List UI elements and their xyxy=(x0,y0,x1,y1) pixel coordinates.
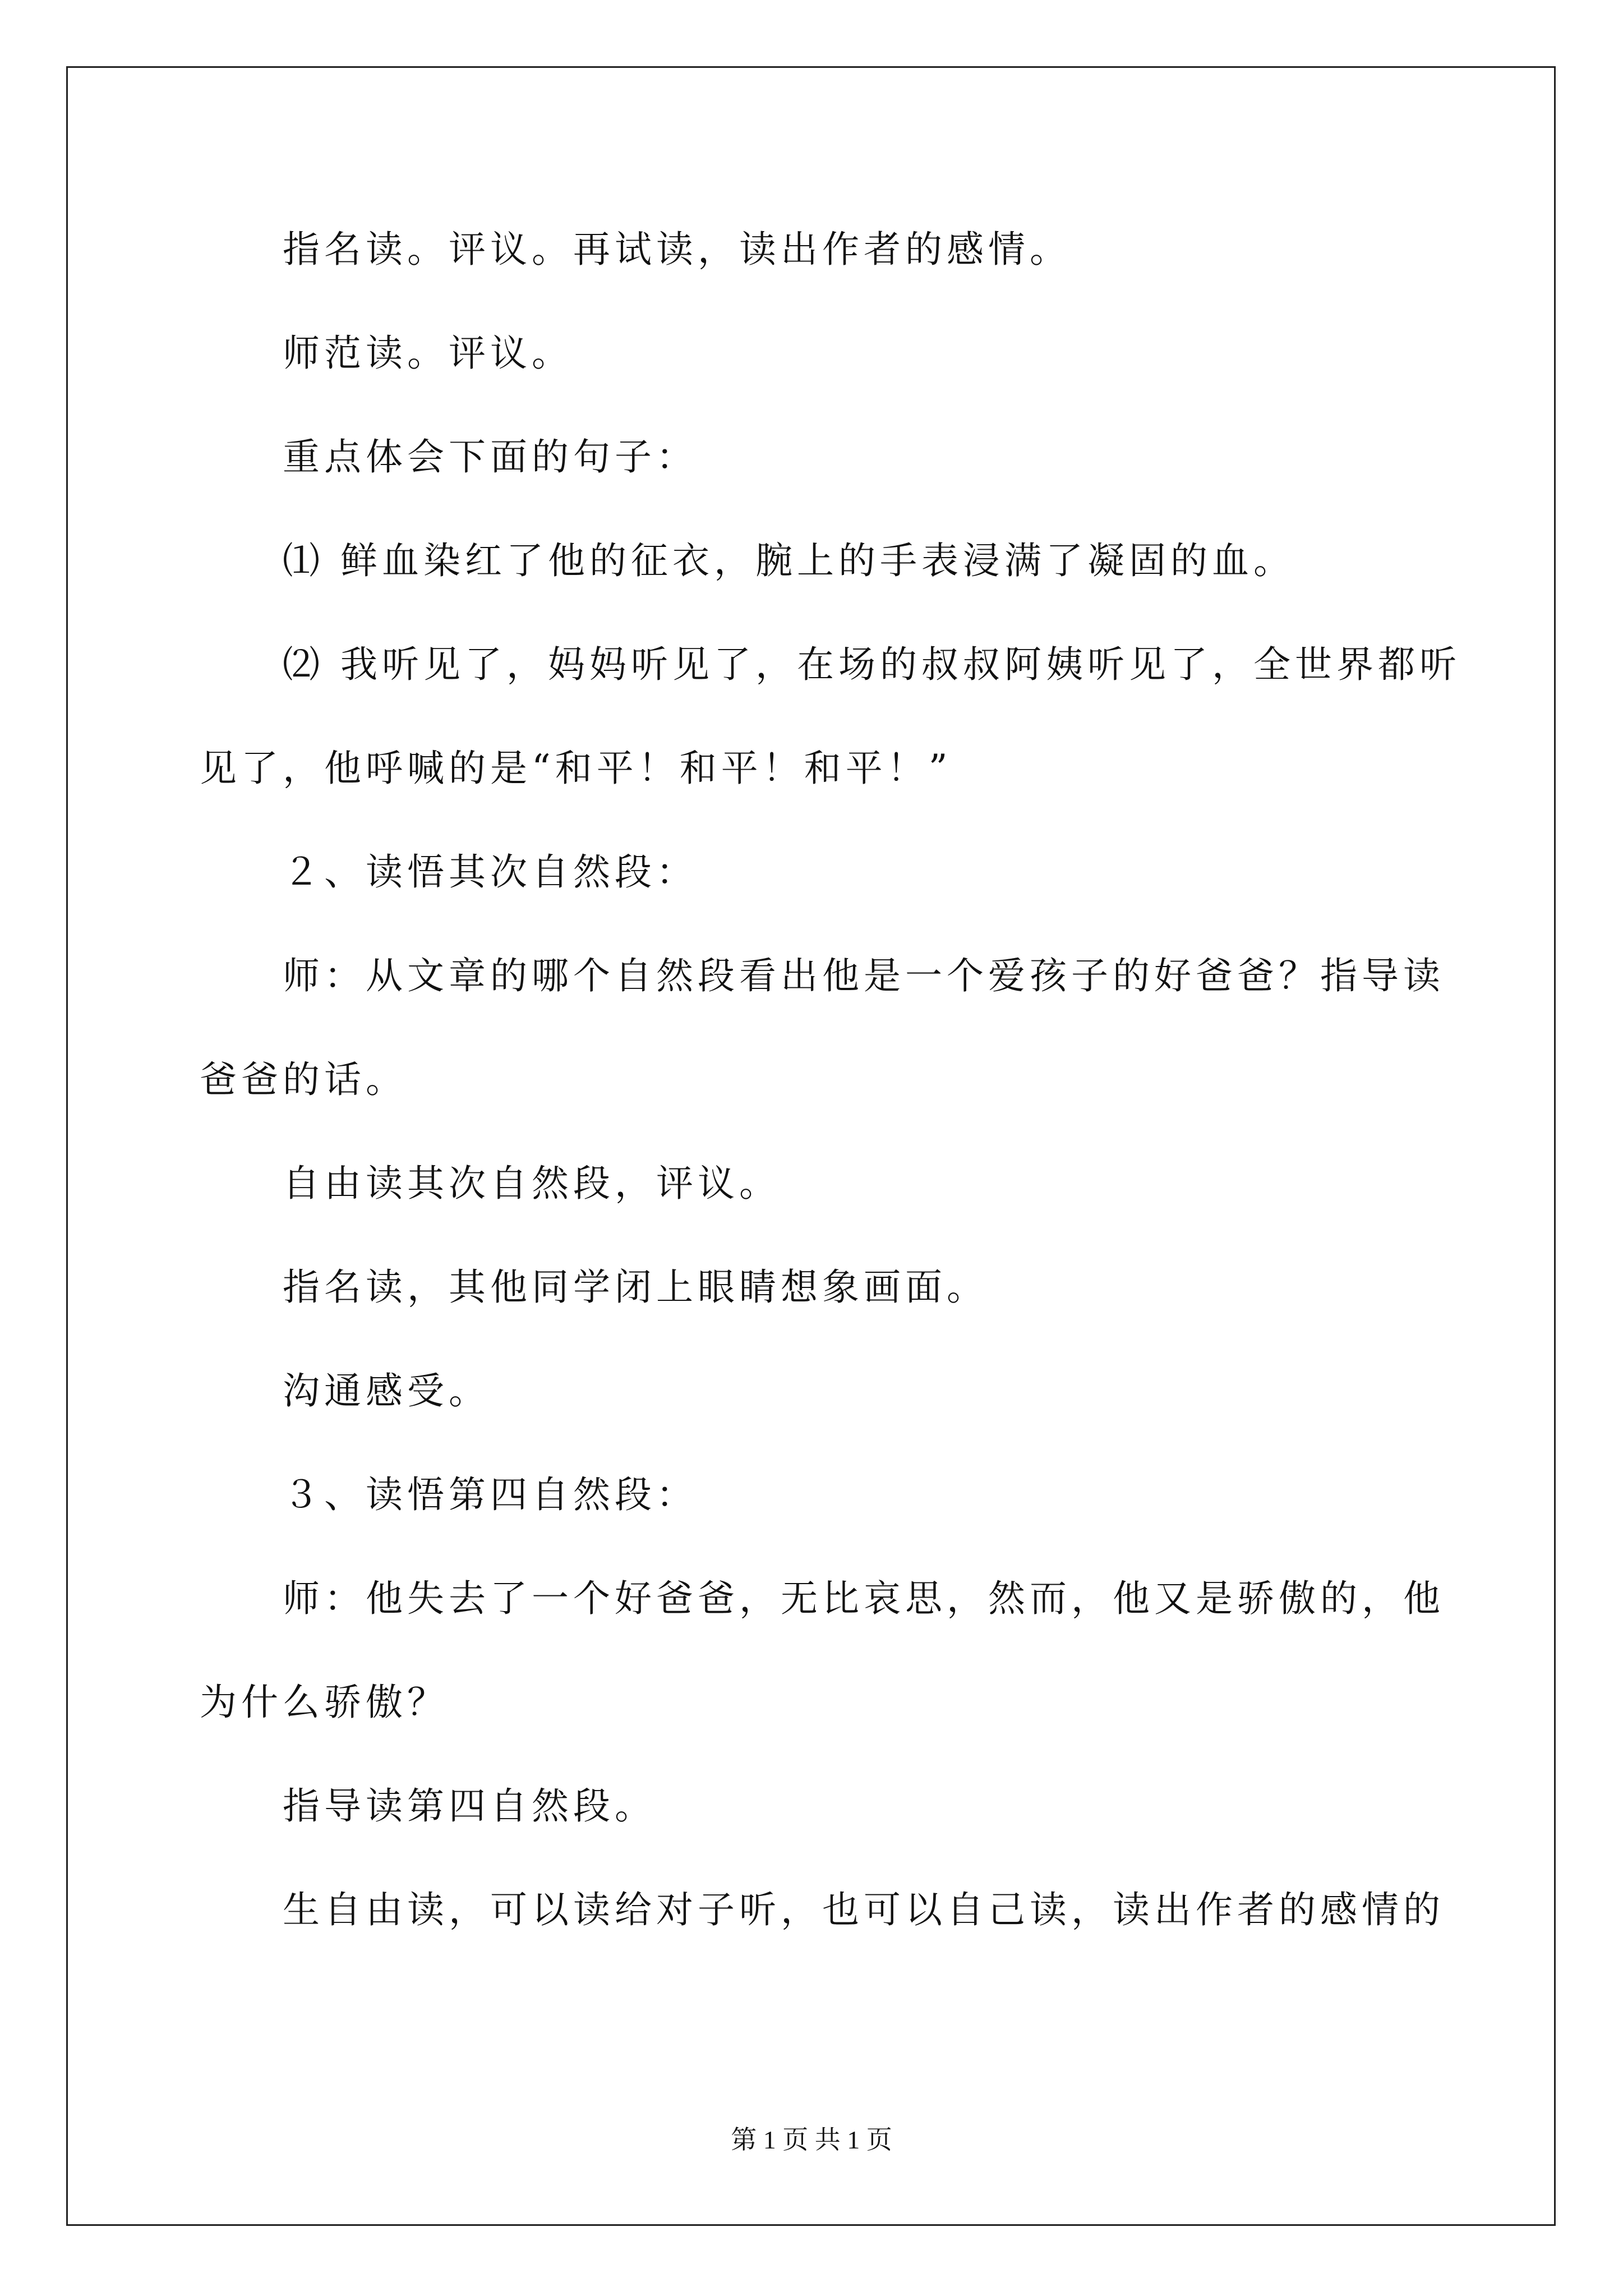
page-footer: 第 1 页 共 1 页 xyxy=(731,2125,892,2154)
text-line: 自由读其次自然段，评议。 xyxy=(283,1162,781,1205)
text-line: 见了，他呼喊的是“和平！和平！和平！” xyxy=(200,747,952,790)
text-line: 重点体会下面的句子： xyxy=(283,435,698,478)
text-line: 指名读。评议。再试读，读出作者的感情。 xyxy=(283,228,1071,271)
text-line: ⑴ 鲜血染红了他的征衣，腕上的手表浸满了凝固的血。 xyxy=(283,539,1295,582)
text-line: 师：从文章的哪个自然段看出他是一个爱孩子的好爸爸？指导读 xyxy=(283,954,1445,997)
text-line: 师：他失去了一个好爸爸，无比哀思，然而，他又是骄傲的，他 xyxy=(283,1577,1445,1620)
text-line: 为什么骄傲？ xyxy=(200,1681,449,1724)
section-heading: ３、读悟第四自然段： xyxy=(283,1473,698,1516)
text-line: 指导读第四自然段。 xyxy=(283,1784,656,1828)
text-line: 生自由读，可以读给对子听，也可以自己读，读出作者的感情的 xyxy=(283,1888,1445,1931)
text-line: 爸爸的话。 xyxy=(200,1058,407,1101)
text-line: 指名读，其他同学闭上眼睛想象画面。 xyxy=(283,1266,988,1309)
text-line: 师范读。评议。 xyxy=(283,332,573,375)
section-heading: ２、读悟其次自然段： xyxy=(283,850,698,894)
text-line: 沟通感受。 xyxy=(283,1369,490,1412)
text-line: ⑵ 我听见了，妈妈听见了，在场的叔叔阿姨听见了，全世界都听 xyxy=(283,643,1461,686)
